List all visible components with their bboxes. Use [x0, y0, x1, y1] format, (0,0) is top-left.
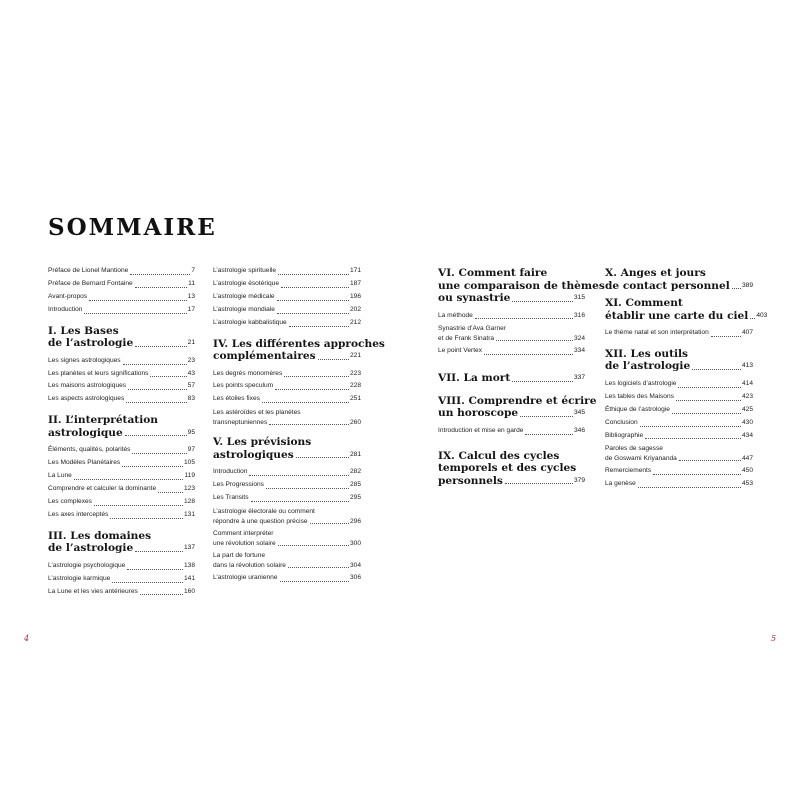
- dot-leader: [289, 326, 349, 327]
- dot-leader: [112, 582, 183, 583]
- page-number-left: 4: [24, 634, 30, 643]
- toc-entry[interactable]: [438, 310, 585, 323]
- chapter-heading[interactable]: [438, 267, 605, 305]
- entry-page: 324: [573, 335, 585, 343]
- dot-leader: [711, 336, 741, 337]
- chapter-title-line: III. Les domaines: [48, 529, 152, 542]
- entry-label: Avant-propos: [48, 292, 88, 300]
- entry-label: L’astrologie mondiale: [213, 305, 275, 313]
- toc-entry[interactable]: [48, 586, 195, 599]
- chapter-heading[interactable]: [605, 297, 768, 322]
- dot-leader: [505, 483, 573, 484]
- chapter-title-line: de l’astrologie: [605, 360, 691, 373]
- dot-leader: [512, 301, 573, 302]
- chapter-page: 389: [741, 281, 753, 289]
- entry-page: 295: [349, 494, 361, 502]
- chapter-title-line: XII. Les outils: [605, 347, 689, 360]
- entry-page: 296: [349, 517, 361, 525]
- entry-label: Introduction: [48, 305, 83, 313]
- entry-page: 430: [741, 418, 753, 426]
- dot-leader: [475, 318, 573, 319]
- chapter-page: 137: [183, 544, 195, 552]
- entry-page: 123: [183, 484, 195, 492]
- toc-entry[interactable]: [213, 507, 361, 527]
- entry-label: Les degrés monomères: [213, 369, 283, 377]
- dot-leader: [296, 457, 349, 458]
- entry-page: 128: [183, 497, 195, 505]
- toc-entry[interactable]: [48, 380, 195, 393]
- entry-label: Les Progressions: [213, 481, 264, 489]
- dot-leader: [310, 523, 349, 524]
- chapter-page: 379: [573, 476, 585, 484]
- dot-leader: [484, 354, 573, 355]
- toc-entry[interactable]: [438, 345, 585, 358]
- chapter-title-line: complémentaires: [213, 350, 316, 363]
- toc-entry[interactable]: [605, 417, 753, 430]
- entry-page: 425: [741, 405, 753, 413]
- toc-entry[interactable]: [605, 465, 753, 478]
- entry-page: 83: [187, 395, 195, 403]
- toc-entry[interactable]: [438, 324, 585, 344]
- toc-column-1: [48, 265, 195, 598]
- entry-page: 285: [349, 481, 361, 489]
- entry-label: L’astrologie psychologique: [48, 561, 126, 569]
- dot-leader: [266, 488, 349, 489]
- toc-entry[interactable]: [213, 304, 361, 317]
- chapter-title-line: astrologiques: [213, 448, 294, 461]
- dot-leader: [249, 475, 349, 476]
- page-number-right: 5: [771, 634, 777, 643]
- entry-label: Le thème natal et son interprétation: [605, 329, 709, 336]
- entry-label: Introduction: [213, 468, 248, 476]
- entry-page: 13: [187, 292, 195, 300]
- dot-leader: [135, 287, 187, 288]
- entry-page: 306: [349, 573, 361, 581]
- entry-label: La part de fortune: [213, 551, 266, 559]
- toc-entry[interactable]: [48, 573, 195, 586]
- toc-entry[interactable]: [48, 560, 195, 573]
- entry-label: Les aspects astrologiques: [48, 395, 125, 403]
- entry-label: Les points speculum: [213, 382, 274, 390]
- entry-label: L’astrologie uranienne: [213, 573, 278, 581]
- toc-entry[interactable]: [438, 425, 585, 438]
- entry-label: La méthode: [438, 311, 473, 319]
- entry-label: Éthique de l’astrologie: [605, 405, 670, 413]
- toc-entry[interactable]: [605, 478, 753, 491]
- toc-entry[interactable]: [48, 483, 195, 496]
- chapter-title-line: IV. Les différentes approches: [213, 337, 385, 350]
- toc-entry[interactable]: [605, 327, 753, 340]
- entry-page: 450: [741, 467, 753, 475]
- dot-leader: [520, 416, 573, 417]
- dot-leader: [732, 288, 741, 289]
- toc-column-2: [213, 265, 385, 585]
- entry-page: 434: [741, 431, 753, 439]
- dot-leader: [262, 402, 349, 403]
- dot-leader: [135, 346, 186, 347]
- dot-leader: [638, 487, 741, 488]
- entry-label: Bibliographie: [605, 431, 644, 439]
- entry-page: 202: [349, 305, 361, 313]
- entry-label: Les maisons astrologiques: [48, 382, 127, 390]
- chapter-title-line: VIII. Comprendre et écrire: [438, 394, 597, 407]
- dot-leader: [496, 340, 573, 341]
- toc-entry[interactable]: [48, 355, 195, 368]
- entry-page: 141: [183, 574, 195, 582]
- toc-entry[interactable]: [48, 444, 195, 457]
- entry-page: 138: [183, 561, 195, 569]
- chapter-heading[interactable]: [48, 414, 195, 439]
- entry-label: L’astrologie kabbalistique: [213, 318, 287, 326]
- toc-entry[interactable]: [48, 496, 195, 509]
- dot-leader: [645, 438, 741, 439]
- entry-label: Les tables des Maisons: [605, 392, 674, 400]
- toc-entry[interactable]: [48, 470, 195, 483]
- entry-page: 43: [187, 369, 195, 377]
- chapter-heading[interactable]: [213, 436, 361, 461]
- entry-page: 251: [349, 395, 361, 403]
- toc-entry[interactable]: [48, 304, 195, 317]
- chapter-heading[interactable]: [605, 267, 753, 292]
- toc-column-3: [438, 267, 605, 492]
- entry-page: 212: [349, 318, 361, 326]
- dot-leader: [84, 313, 186, 314]
- entry-label: Les logiciels d’astrologie: [605, 379, 677, 387]
- chapter-page: 413: [741, 362, 753, 370]
- toc-entry[interactable]: [48, 278, 195, 291]
- toc-entry[interactable]: [213, 492, 361, 505]
- entry-label: et de Frank Sinatra: [438, 335, 495, 343]
- dot-leader: [280, 581, 349, 582]
- entry-label: transneptuniennes: [213, 419, 268, 427]
- chapter-heading[interactable]: [48, 530, 195, 555]
- chapter-title-line: ou synastrie: [438, 292, 511, 304]
- chapter-title-line: XI. Comment: [605, 297, 683, 309]
- chapter-title-line: I. Les Bases: [48, 324, 119, 337]
- entry-page: 119: [184, 472, 195, 480]
- chapter-heading[interactable]: [213, 337, 385, 363]
- entry-label: Éléments, qualités, polarités: [48, 446, 131, 454]
- chapter-title-line: de l’astrologie: [48, 542, 134, 555]
- entry-label: Les astéroïdes et les planètes: [213, 409, 301, 417]
- dot-leader: [284, 376, 349, 377]
- entry-page: 131: [183, 510, 195, 518]
- entry-label: Synastrie d’Ava Garner: [438, 325, 507, 333]
- chapter-title-line: personnels: [438, 474, 503, 487]
- toc-entry[interactable]: [213, 317, 361, 330]
- chapter-heading[interactable]: [438, 450, 585, 488]
- dot-leader: [123, 364, 187, 365]
- dot-leader: [125, 435, 187, 436]
- entry-label: Les planètes et leurs significations: [48, 369, 149, 377]
- dot-leader: [94, 505, 183, 506]
- dot-leader: [278, 545, 349, 546]
- dot-leader: [275, 389, 349, 390]
- dot-leader: [122, 466, 183, 467]
- toc-entry[interactable]: [213, 291, 361, 304]
- page-title: SOMMAIRE: [48, 214, 217, 241]
- entry-page: 334: [573, 347, 585, 355]
- toc-entry[interactable]: [213, 466, 361, 479]
- toc-entry[interactable]: [213, 551, 361, 571]
- entry-page: 407: [741, 329, 753, 336]
- dot-leader: [676, 400, 741, 401]
- dot-leader: [277, 300, 349, 301]
- entry-page: 7: [191, 267, 195, 274]
- toc-entry[interactable]: [605, 378, 753, 391]
- entry-page: 300: [349, 539, 361, 547]
- dot-leader: [672, 413, 741, 414]
- entry-page: 196: [349, 292, 361, 300]
- chapter-heading[interactable]: [438, 372, 585, 385]
- chapter-title-line: de l’astrologie: [48, 337, 134, 350]
- dot-leader: [512, 381, 573, 382]
- entry-label: L’astrologie spirituelle: [213, 267, 277, 274]
- entry-label: Les complexes: [48, 497, 92, 505]
- entry-label: Les Transits: [213, 494, 249, 502]
- chapter-heading[interactable]: [438, 394, 597, 420]
- chapter-title-line: II. L’interprétation: [48, 414, 158, 427]
- dot-leader: [692, 369, 741, 370]
- dot-leader: [132, 453, 186, 454]
- toc-entry[interactable]: [213, 265, 361, 278]
- entry-page: 11: [188, 279, 195, 287]
- entry-label: Préface de Lionel Mantione: [48, 267, 129, 274]
- toc-entry[interactable]: [605, 404, 753, 417]
- dot-leader: [130, 274, 190, 275]
- dot-leader: [126, 402, 186, 403]
- entry-page: 304: [349, 561, 361, 569]
- dot-leader: [278, 274, 349, 275]
- dot-leader: [678, 387, 741, 388]
- entry-label: dans la révolution solaire: [213, 561, 286, 569]
- entry-label: Le point Vertex: [438, 347, 482, 355]
- chapter-title-line: IX. Calcul des cycles: [438, 449, 560, 462]
- toc-entry[interactable]: [213, 408, 361, 428]
- entry-page: 423: [741, 392, 753, 400]
- entry-page: 57: [187, 382, 195, 390]
- entry-label: Comment interpréter: [213, 529, 274, 537]
- entry-page: 447: [741, 455, 753, 463]
- dot-leader: [318, 359, 349, 360]
- entry-label: Remerciements: [605, 467, 652, 475]
- chapter-page: 95: [187, 428, 195, 436]
- toc-column-4: [605, 267, 768, 491]
- entry-page: 105: [183, 459, 195, 467]
- chapter-page: 337: [573, 374, 585, 382]
- entry-label: L’astrologie médicale: [213, 292, 275, 300]
- entry-page: 17: [187, 305, 195, 313]
- entry-label: La Lune: [48, 472, 72, 480]
- entry-page: 23: [187, 356, 195, 364]
- toc-entry[interactable]: [213, 393, 361, 406]
- entry-page: 97: [187, 446, 195, 454]
- entry-label: Les étoiles fixes: [213, 395, 260, 403]
- dot-leader: [135, 551, 183, 552]
- toc-entry[interactable]: [213, 572, 361, 585]
- chapter-page: 21: [187, 339, 195, 347]
- dot-leader: [251, 501, 349, 502]
- dot-leader: [269, 424, 349, 425]
- entry-page: 228: [349, 382, 361, 390]
- entry-page: 346: [573, 426, 585, 434]
- toc-entry[interactable]: [213, 479, 361, 492]
- entry-label: Comprendre et calculer la dominante: [48, 484, 157, 492]
- dot-leader: [750, 318, 755, 319]
- entry-label: répondre à une question précise: [213, 517, 308, 525]
- entry-page: 223: [349, 369, 361, 377]
- entry-page: 171: [349, 267, 361, 274]
- entry-page: 260: [349, 419, 361, 427]
- dot-leader: [127, 569, 183, 570]
- chapter-title-line: VII. La mort: [438, 372, 511, 385]
- entry-label: L’astrologie ésotérique: [213, 279, 279, 287]
- chapter-title-line: temporels et des cycles: [438, 462, 577, 475]
- toc-entry[interactable]: [605, 444, 753, 464]
- dot-leader: [74, 479, 184, 480]
- entry-label: L’astrologie électorale ou comment: [213, 507, 315, 515]
- dot-leader: [128, 389, 187, 390]
- toc-entry[interactable]: [48, 368, 195, 381]
- chapter-page: 403: [756, 311, 768, 319]
- toc-entry[interactable]: [48, 457, 195, 470]
- dot-leader: [640, 426, 741, 427]
- entry-label: L’astrologie karmique: [48, 574, 111, 582]
- chapter-title-line: une comparaison de thèmes: [438, 279, 605, 292]
- entry-label: Introduction et mise en garde: [438, 426, 524, 434]
- entry-label: Les signes astrologiques: [48, 356, 121, 364]
- dot-leader: [277, 313, 349, 314]
- dot-leader: [89, 300, 187, 301]
- toc-entry[interactable]: [213, 380, 361, 393]
- toc-entry[interactable]: [605, 391, 753, 404]
- entry-label: de Goswami Kriyananda: [605, 455, 677, 463]
- chapter-page: 315: [573, 294, 585, 301]
- toc-entry[interactable]: [48, 509, 195, 522]
- dot-leader: [679, 460, 741, 461]
- entry-label: Les Modèles Planétaires: [48, 459, 121, 467]
- entry-page: 453: [741, 480, 753, 488]
- toc-entry[interactable]: [48, 265, 195, 278]
- entry-label: Conclusion: [605, 418, 638, 426]
- chapter-page: 281: [349, 450, 361, 458]
- entry-label: Les axes interceptés: [48, 510, 109, 518]
- entry-label: Préface de Bernard Fontaine: [48, 279, 133, 287]
- entry-label: Paroles de sagesse: [605, 445, 663, 453]
- entry-page: 282: [349, 468, 361, 476]
- toc-entry[interactable]: [48, 393, 195, 406]
- dot-leader: [158, 492, 183, 493]
- dot-leader: [288, 567, 349, 568]
- chapter-title-line: établir une carte du ciel: [605, 309, 749, 322]
- entry-label: La genèse: [605, 480, 636, 488]
- chapter-title-line: X. Anges et jours: [605, 267, 706, 279]
- toc-entry[interactable]: [213, 278, 361, 291]
- dot-leader: [140, 594, 183, 595]
- dot-leader: [150, 376, 186, 377]
- dot-leader: [525, 434, 573, 435]
- chapter-title-line: un horoscope: [438, 407, 519, 420]
- chapter-title-line: astrologique: [48, 426, 123, 439]
- entry-label: La Lune et les vies antérieures: [48, 587, 138, 595]
- toc-entry[interactable]: [48, 291, 195, 304]
- entry-page: 316: [573, 311, 585, 319]
- toc-entry[interactable]: [213, 529, 361, 549]
- dot-leader: [281, 287, 349, 288]
- chapter-heading[interactable]: [48, 325, 195, 350]
- entry-label: une révolution solaire: [213, 539, 276, 547]
- dot-leader: [653, 474, 741, 475]
- dot-leader: [110, 518, 183, 519]
- chapter-page: 221: [349, 352, 361, 360]
- chapter-title-line: VI. Comment faire: [438, 267, 548, 279]
- entry-page: 160: [183, 587, 195, 595]
- chapter-title-line: de contact personnel: [605, 279, 730, 292]
- toc-entry[interactable]: [213, 368, 361, 381]
- chapter-page: 345: [573, 409, 585, 417]
- toc-entry[interactable]: [605, 430, 753, 443]
- entry-page: 187: [349, 279, 361, 287]
- chapter-title-line: V. Les prévisions: [213, 436, 312, 449]
- entry-page: 414: [741, 379, 753, 387]
- chapter-heading[interactable]: [605, 348, 753, 373]
